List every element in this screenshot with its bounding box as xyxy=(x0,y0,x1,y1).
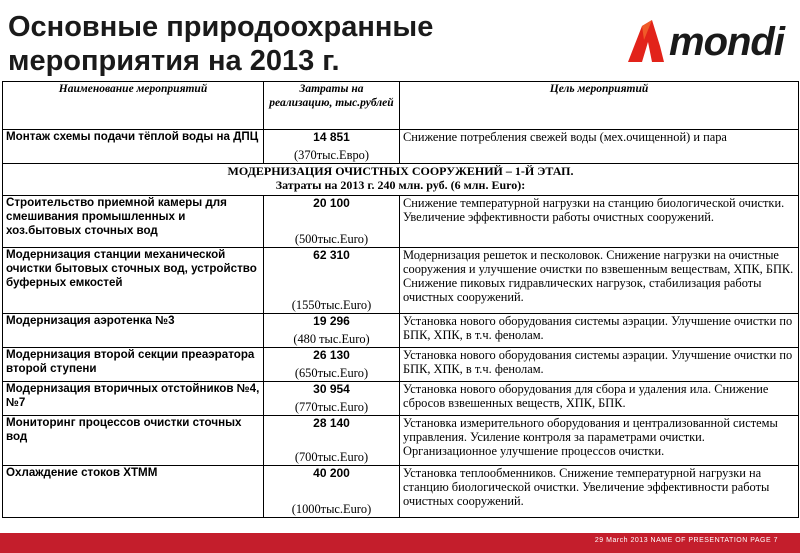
section-line-2: Затраты на 2013 г. 240 млн. руб. (6 млн. Euro): xyxy=(275,178,526,192)
cost-rub: 20 100 xyxy=(313,196,350,210)
cost-eur: (480 тыс.Euro) xyxy=(293,331,370,346)
cost-eur: (370тыс.Евро) xyxy=(294,147,369,162)
header-goal: Цель мероприятий xyxy=(400,82,799,130)
cost-rub: 19 296 xyxy=(313,314,350,328)
row-cost xyxy=(264,130,400,164)
row-goal: Установка нового оборудования системы аэрации. Улучшение очистки по БПК, ХПК, в т.ч. фенолам. xyxy=(400,314,799,348)
row-goal: Установка нового оборудования системы аэрации. Улучшение очистки по БПК, ХПК, в т.ч. фенолам. xyxy=(400,348,799,382)
header-cost: Затраты на реализацию, тыс.рублей xyxy=(264,82,400,130)
table-row xyxy=(3,314,799,348)
row-goal: Установка теплообменников. Снижение температурной нагрузки на станцию биологической очистки. Увеличение эффективности работы очистных сооружений. xyxy=(400,466,799,518)
row-goal: Снижение температурной нагрузки на станцию биологической очистки. Увеличение эффективности работы очистных сооружений. xyxy=(400,196,799,248)
logo-wordmark: mondi xyxy=(669,20,784,64)
section-row xyxy=(3,164,799,196)
row-cost xyxy=(264,466,400,518)
cost-eur: (700тыс.Euro) xyxy=(294,449,369,464)
measures-table xyxy=(2,81,799,518)
row-name: Мониторинг процессов очистки сточных вод xyxy=(3,416,264,466)
row-goal: Снижение потребления свежей воды (мех.очищенной) и пара xyxy=(400,130,799,164)
cost-eur: (650тыс.Euro) xyxy=(294,365,369,380)
table-row xyxy=(3,248,799,314)
page-title xyxy=(8,10,433,78)
footer-bar xyxy=(0,533,800,553)
header-name: Наименование мероприятий xyxy=(3,82,264,130)
cost-eur: (1550тыс.Euro) xyxy=(291,297,372,312)
cost-rub: 40 200 xyxy=(313,466,350,480)
cost-eur: (770тыс.Euro) xyxy=(294,399,369,414)
title-line-2: мероприятия на 2013 г. xyxy=(8,45,340,77)
footer-text: 29 March 2013 NAME OF PRESENTATION PAGE 7 xyxy=(594,537,778,544)
logo-mark-icon xyxy=(622,16,670,66)
cost-eur: (1000тыс.Euro) xyxy=(291,501,372,516)
title-line-1: Основные природоохранные xyxy=(8,11,434,43)
row-goal: Установка измерительного оборудования и централизованной системы управления. Усиление контроля за параметрами очистки. Организационное улучшение процессов очистки. xyxy=(400,416,799,466)
row-name: Модернизация вторичных отстойников №4, №7 xyxy=(3,382,264,416)
row-goal: Установка нового оборудования для сбора и удаления ила. Снижение сбросов взвешенных веществ, ХПК, БПК. xyxy=(400,382,799,416)
table-row xyxy=(3,466,799,518)
section-line-1: МОДЕРНИЗАЦИЯ ОЧИСТНЫХ СООРУЖЕНИЙ – 1-Й ЭТАП. xyxy=(227,164,574,178)
mondi-logo xyxy=(622,16,784,66)
table-row xyxy=(3,348,799,382)
row-cost xyxy=(264,416,400,466)
table-row xyxy=(3,382,799,416)
row-name: Модернизация аэротенка №3 xyxy=(3,314,264,348)
table-header-row xyxy=(3,82,799,130)
row-name: Модернизация станции механической очистки бытовых сточных вод, устройство буферных емкостей xyxy=(3,248,264,314)
section-title xyxy=(3,164,799,196)
row-name: Монтаж схемы подачи тёплой воды на ДПЦ xyxy=(3,130,264,164)
row-name: Охлаждение стоков ХТММ xyxy=(3,466,264,518)
cost-eur: (500тыс.Euro) xyxy=(294,231,369,246)
table-row xyxy=(3,416,799,466)
cost-rub: 28 140 xyxy=(313,416,350,430)
row-cost xyxy=(264,196,400,248)
cost-rub: 14 851 xyxy=(313,130,350,144)
table-row xyxy=(3,196,799,248)
row-goal: Модернизация решеток и песколовок. Снижение нагрузки на очистные сооружения и улучшение очистки по взвешенным веществам, ХПК, БПК. Снижение пиковых гидравлических нагрузок, стабилизация работы очистных сооружений. xyxy=(400,248,799,314)
row-name: Модернизация второй секции преаэратора второй ступени xyxy=(3,348,264,382)
row-cost xyxy=(264,382,400,416)
cost-rub: 62 310 xyxy=(313,248,350,262)
cost-rub: 26 130 xyxy=(313,348,350,362)
row-cost xyxy=(264,314,400,348)
table-row xyxy=(3,130,799,164)
row-name: Строительство приемной камеры для смешивания промышленных и хоз.бытовых сточных вод xyxy=(3,196,264,248)
cost-rub: 30 954 xyxy=(313,382,350,396)
row-cost xyxy=(264,248,400,314)
row-cost xyxy=(264,348,400,382)
